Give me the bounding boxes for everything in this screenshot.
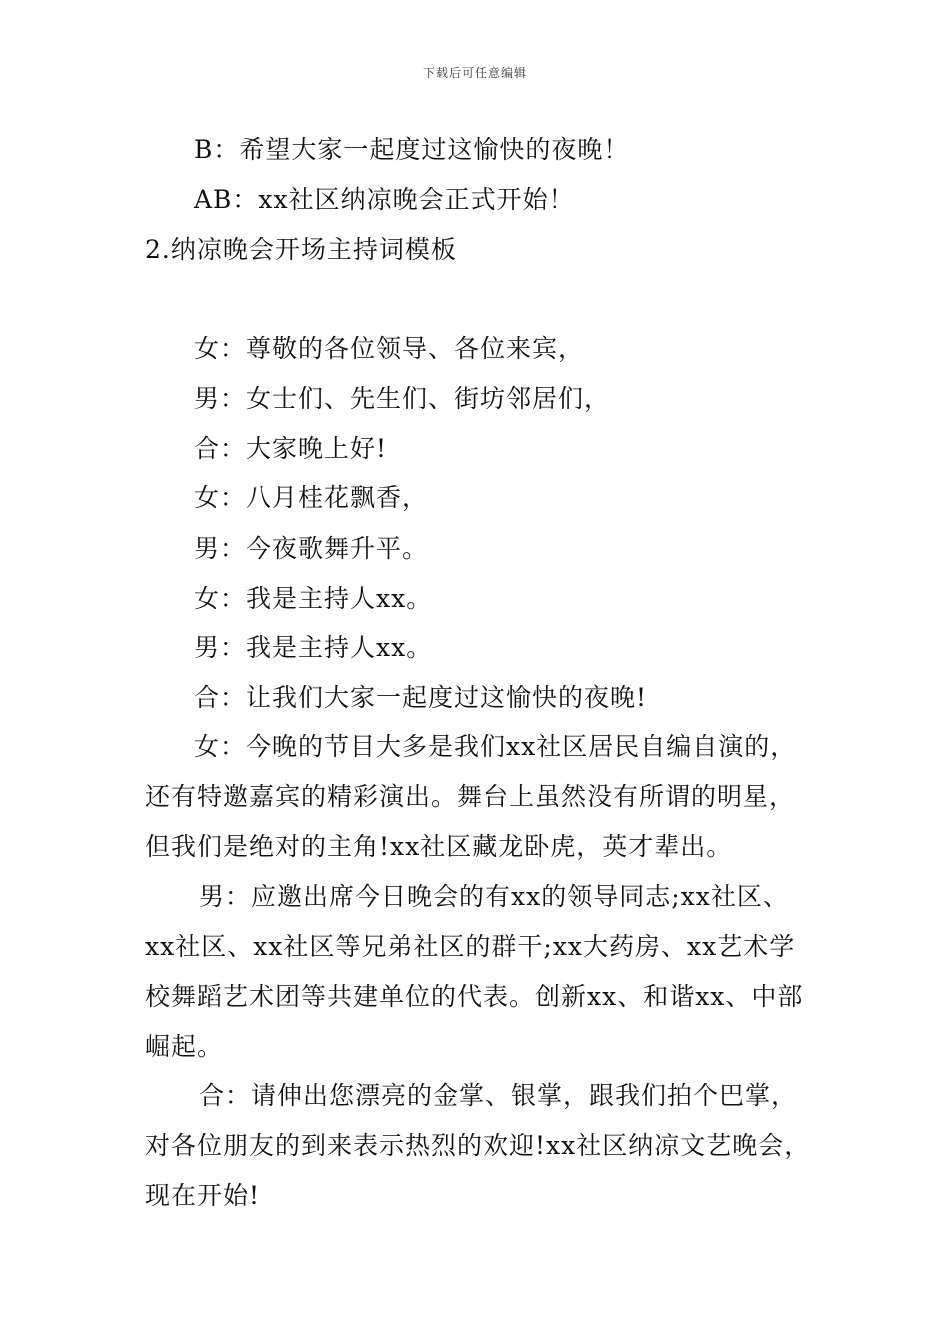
text-line: 校舞蹈艺术团等共建单位的代表。创新xx、和谐xx、中部 xyxy=(145,982,804,1011)
text-line: 合：让我们大家一起度过这愉快的夜晚! xyxy=(194,683,648,712)
text-line: 合：大家晚上好! xyxy=(194,434,388,463)
text-line: 男：应邀出席今日晚会的有xx的领导同志;xx社区、 xyxy=(199,882,789,911)
text-line: B：希望大家一起度过这愉快的夜晚！ xyxy=(194,135,630,164)
text-line: 女：尊敬的各位领导、各位来宾， xyxy=(194,334,585,363)
text-line: 女：八月桂花飘香， xyxy=(194,483,429,512)
text-line: 崛起。 xyxy=(145,1032,224,1061)
text-line: 男：女士们、先生们、街坊邻居们， xyxy=(194,384,611,413)
text-line: 男：今夜歌舞升平。 xyxy=(194,534,429,563)
text-line: 但我们是绝对的主角!xx社区藏龙卧虎，英才辈出。 xyxy=(145,832,733,861)
text-line: 还有特邀嘉宾的精彩演出。舞台上虽然没有所谓的明星， xyxy=(145,782,796,811)
text-line: 女：我是主持人xx。 xyxy=(194,584,433,613)
section-heading: 2.纳凉晚会开场主持词模板 xyxy=(145,235,457,264)
text-line: 男：我是主持人xx。 xyxy=(194,633,433,662)
text-line: 合：请伸出您漂亮的金掌、银掌，跟我们拍个巴掌， xyxy=(199,1081,798,1110)
text-line: xx社区、xx社区等兄弟社区的群干;xx大药房、xx艺术学 xyxy=(145,932,796,961)
text-line: 女：今晚的节目大多是我们xx社区居民自编自演的， xyxy=(194,732,797,761)
text-line: AB：xx社区纳凉晚会正式开始！ xyxy=(194,185,575,214)
text-line: 现在开始! xyxy=(145,1181,261,1210)
text-line: 对各位朋友的到来表示热烈的欢迎!xx社区纳凉文艺晚会， xyxy=(145,1131,811,1160)
page-header: 下载后可任意编辑 xyxy=(422,66,527,80)
